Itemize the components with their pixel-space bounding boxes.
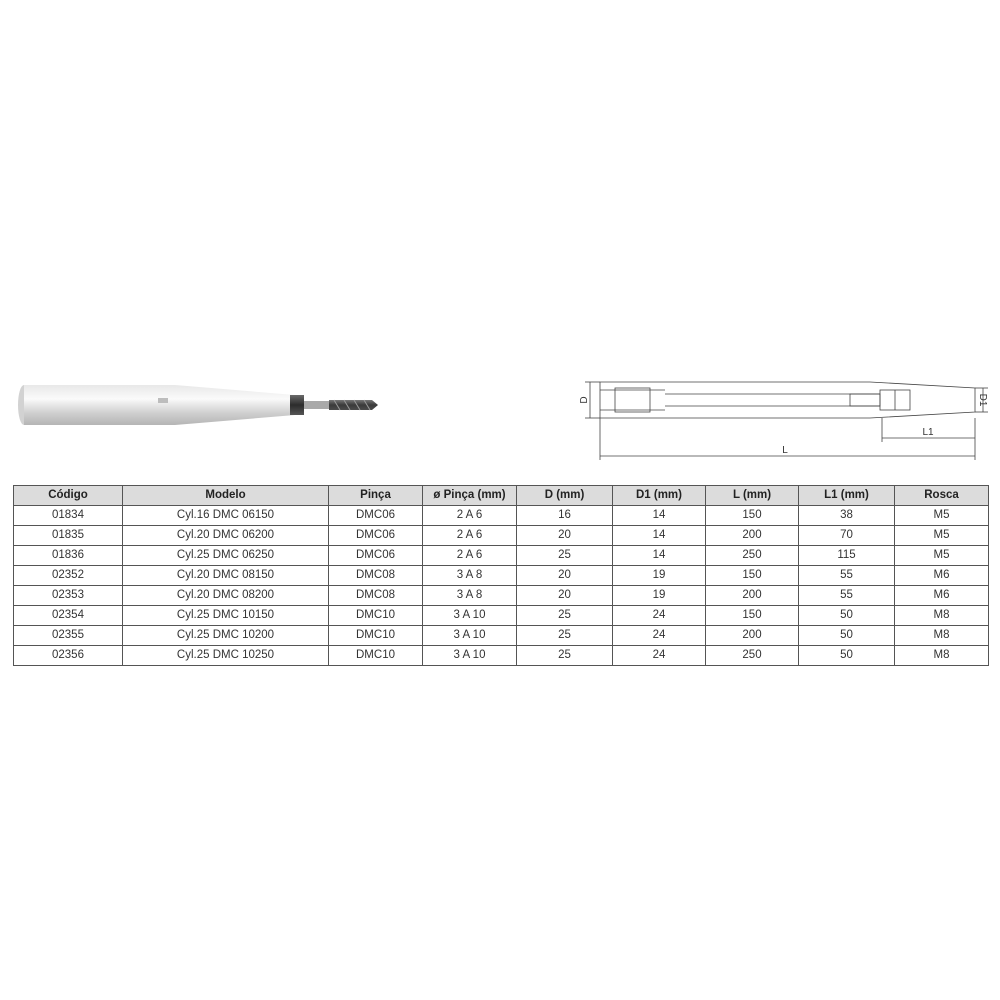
cell-diam-pinca: 3 A 8	[423, 566, 517, 586]
table-row	[14, 566, 989, 586]
cell-d: 25	[517, 546, 613, 566]
cell-modelo: Cyl.20 DMC 08150	[123, 566, 329, 586]
cell-l: 250	[706, 646, 799, 666]
cell-modelo: Cyl.20 DMC 06200	[123, 526, 329, 546]
cell-l1: 50	[799, 606, 895, 626]
cell-l1: 38	[799, 506, 895, 526]
cell-codigo: 01835	[14, 526, 123, 546]
cell-pinca: DMC06	[329, 526, 423, 546]
col-header-l: L (mm)	[706, 486, 799, 506]
table-row	[14, 526, 989, 546]
cell-codigo: 02352	[14, 566, 123, 586]
cell-modelo: Cyl.25 DMC 06250	[123, 546, 329, 566]
cell-l1: 50	[799, 646, 895, 666]
dim-label-l1: L1	[922, 427, 934, 438]
cell-diam-pinca: 3 A 10	[423, 646, 517, 666]
cell-l: 150	[706, 566, 799, 586]
cell-modelo: Cyl.25 DMC 10150	[123, 606, 329, 626]
cell-l1: 115	[799, 546, 895, 566]
cell-rosca: M6	[895, 586, 989, 606]
col-header-l1: L1 (mm)	[799, 486, 895, 506]
cell-l: 250	[706, 546, 799, 566]
cell-l: 200	[706, 526, 799, 546]
cell-d: 20	[517, 566, 613, 586]
table-header-row	[14, 486, 989, 506]
cell-d1: 24	[613, 626, 706, 646]
table-row	[14, 606, 989, 626]
cell-l: 150	[706, 606, 799, 626]
col-header-d: D (mm)	[517, 486, 613, 506]
cell-l: 200	[706, 586, 799, 606]
cell-rosca: M5	[895, 526, 989, 546]
cell-rosca: M8	[895, 606, 989, 626]
cell-pinca: DMC10	[329, 626, 423, 646]
col-header-diam-pinca: ø Pinça (mm)	[423, 486, 517, 506]
cell-codigo: 02354	[14, 606, 123, 626]
cell-codigo: 02353	[14, 586, 123, 606]
cell-d: 20	[517, 586, 613, 606]
cell-diam-pinca: 2 A 6	[423, 546, 517, 566]
cell-l: 200	[706, 626, 799, 646]
cell-modelo: Cyl.16 DMC 06150	[123, 506, 329, 526]
cell-d: 25	[517, 626, 613, 646]
dim-label-d1: D1	[977, 393, 988, 407]
table-row	[14, 586, 989, 606]
cell-diam-pinca: 2 A 6	[423, 526, 517, 546]
cell-rosca: M8	[895, 626, 989, 646]
cell-modelo: Cyl.20 DMC 08200	[123, 586, 329, 606]
col-header-codigo: Código	[14, 486, 123, 506]
dim-label-d: D	[579, 396, 590, 404]
table-row	[14, 626, 989, 646]
cell-codigo: 02355	[14, 626, 123, 646]
dim-label-l: L	[782, 445, 788, 456]
cell-diam-pinca: 3 A 10	[423, 626, 517, 646]
col-header-pinca: Pinça	[329, 486, 423, 506]
cell-diam-pinca: 3 A 8	[423, 586, 517, 606]
cell-l1: 55	[799, 586, 895, 606]
cell-codigo: 02356	[14, 646, 123, 666]
col-header-modelo: Modelo	[123, 486, 329, 506]
cell-l1: 55	[799, 566, 895, 586]
cell-l1: 50	[799, 626, 895, 646]
cell-rosca: M5	[895, 546, 989, 566]
cell-diam-pinca: 3 A 10	[423, 606, 517, 626]
cell-d1: 19	[613, 566, 706, 586]
cell-modelo: Cyl.25 DMC 10250	[123, 646, 329, 666]
cell-pinca: DMC10	[329, 606, 423, 626]
table-row	[14, 506, 989, 526]
product-photo	[10, 370, 390, 440]
cell-codigo: 01836	[14, 546, 123, 566]
cell-d: 25	[517, 606, 613, 626]
cell-d1: 24	[613, 606, 706, 626]
cell-l: 150	[706, 506, 799, 526]
cell-pinca: DMC06	[329, 546, 423, 566]
cell-d1: 19	[613, 586, 706, 606]
cell-diam-pinca: 2 A 6	[423, 506, 517, 526]
cell-rosca: M8	[895, 646, 989, 666]
table-row	[14, 546, 989, 566]
spec-table	[13, 485, 989, 666]
cell-d1: 14	[613, 526, 706, 546]
cell-rosca: M6	[895, 566, 989, 586]
cell-d1: 14	[613, 506, 706, 526]
cell-d: 25	[517, 646, 613, 666]
cell-d: 20	[517, 526, 613, 546]
cell-d1: 14	[613, 546, 706, 566]
cell-d: 16	[517, 506, 613, 526]
cell-pinca: DMC10	[329, 646, 423, 666]
cell-codigo: 01834	[14, 506, 123, 526]
cell-pinca: DMC08	[329, 566, 423, 586]
table-row	[14, 646, 989, 666]
cell-modelo: Cyl.25 DMC 10200	[123, 626, 329, 646]
col-header-rosca: Rosca	[895, 486, 989, 506]
cell-l1: 70	[799, 526, 895, 546]
cell-pinca: DMC06	[329, 506, 423, 526]
cell-rosca: M5	[895, 506, 989, 526]
cell-pinca: DMC08	[329, 586, 423, 606]
dimension-diagram	[570, 360, 990, 470]
col-header-d1: D1 (mm)	[613, 486, 706, 506]
cell-d1: 24	[613, 646, 706, 666]
